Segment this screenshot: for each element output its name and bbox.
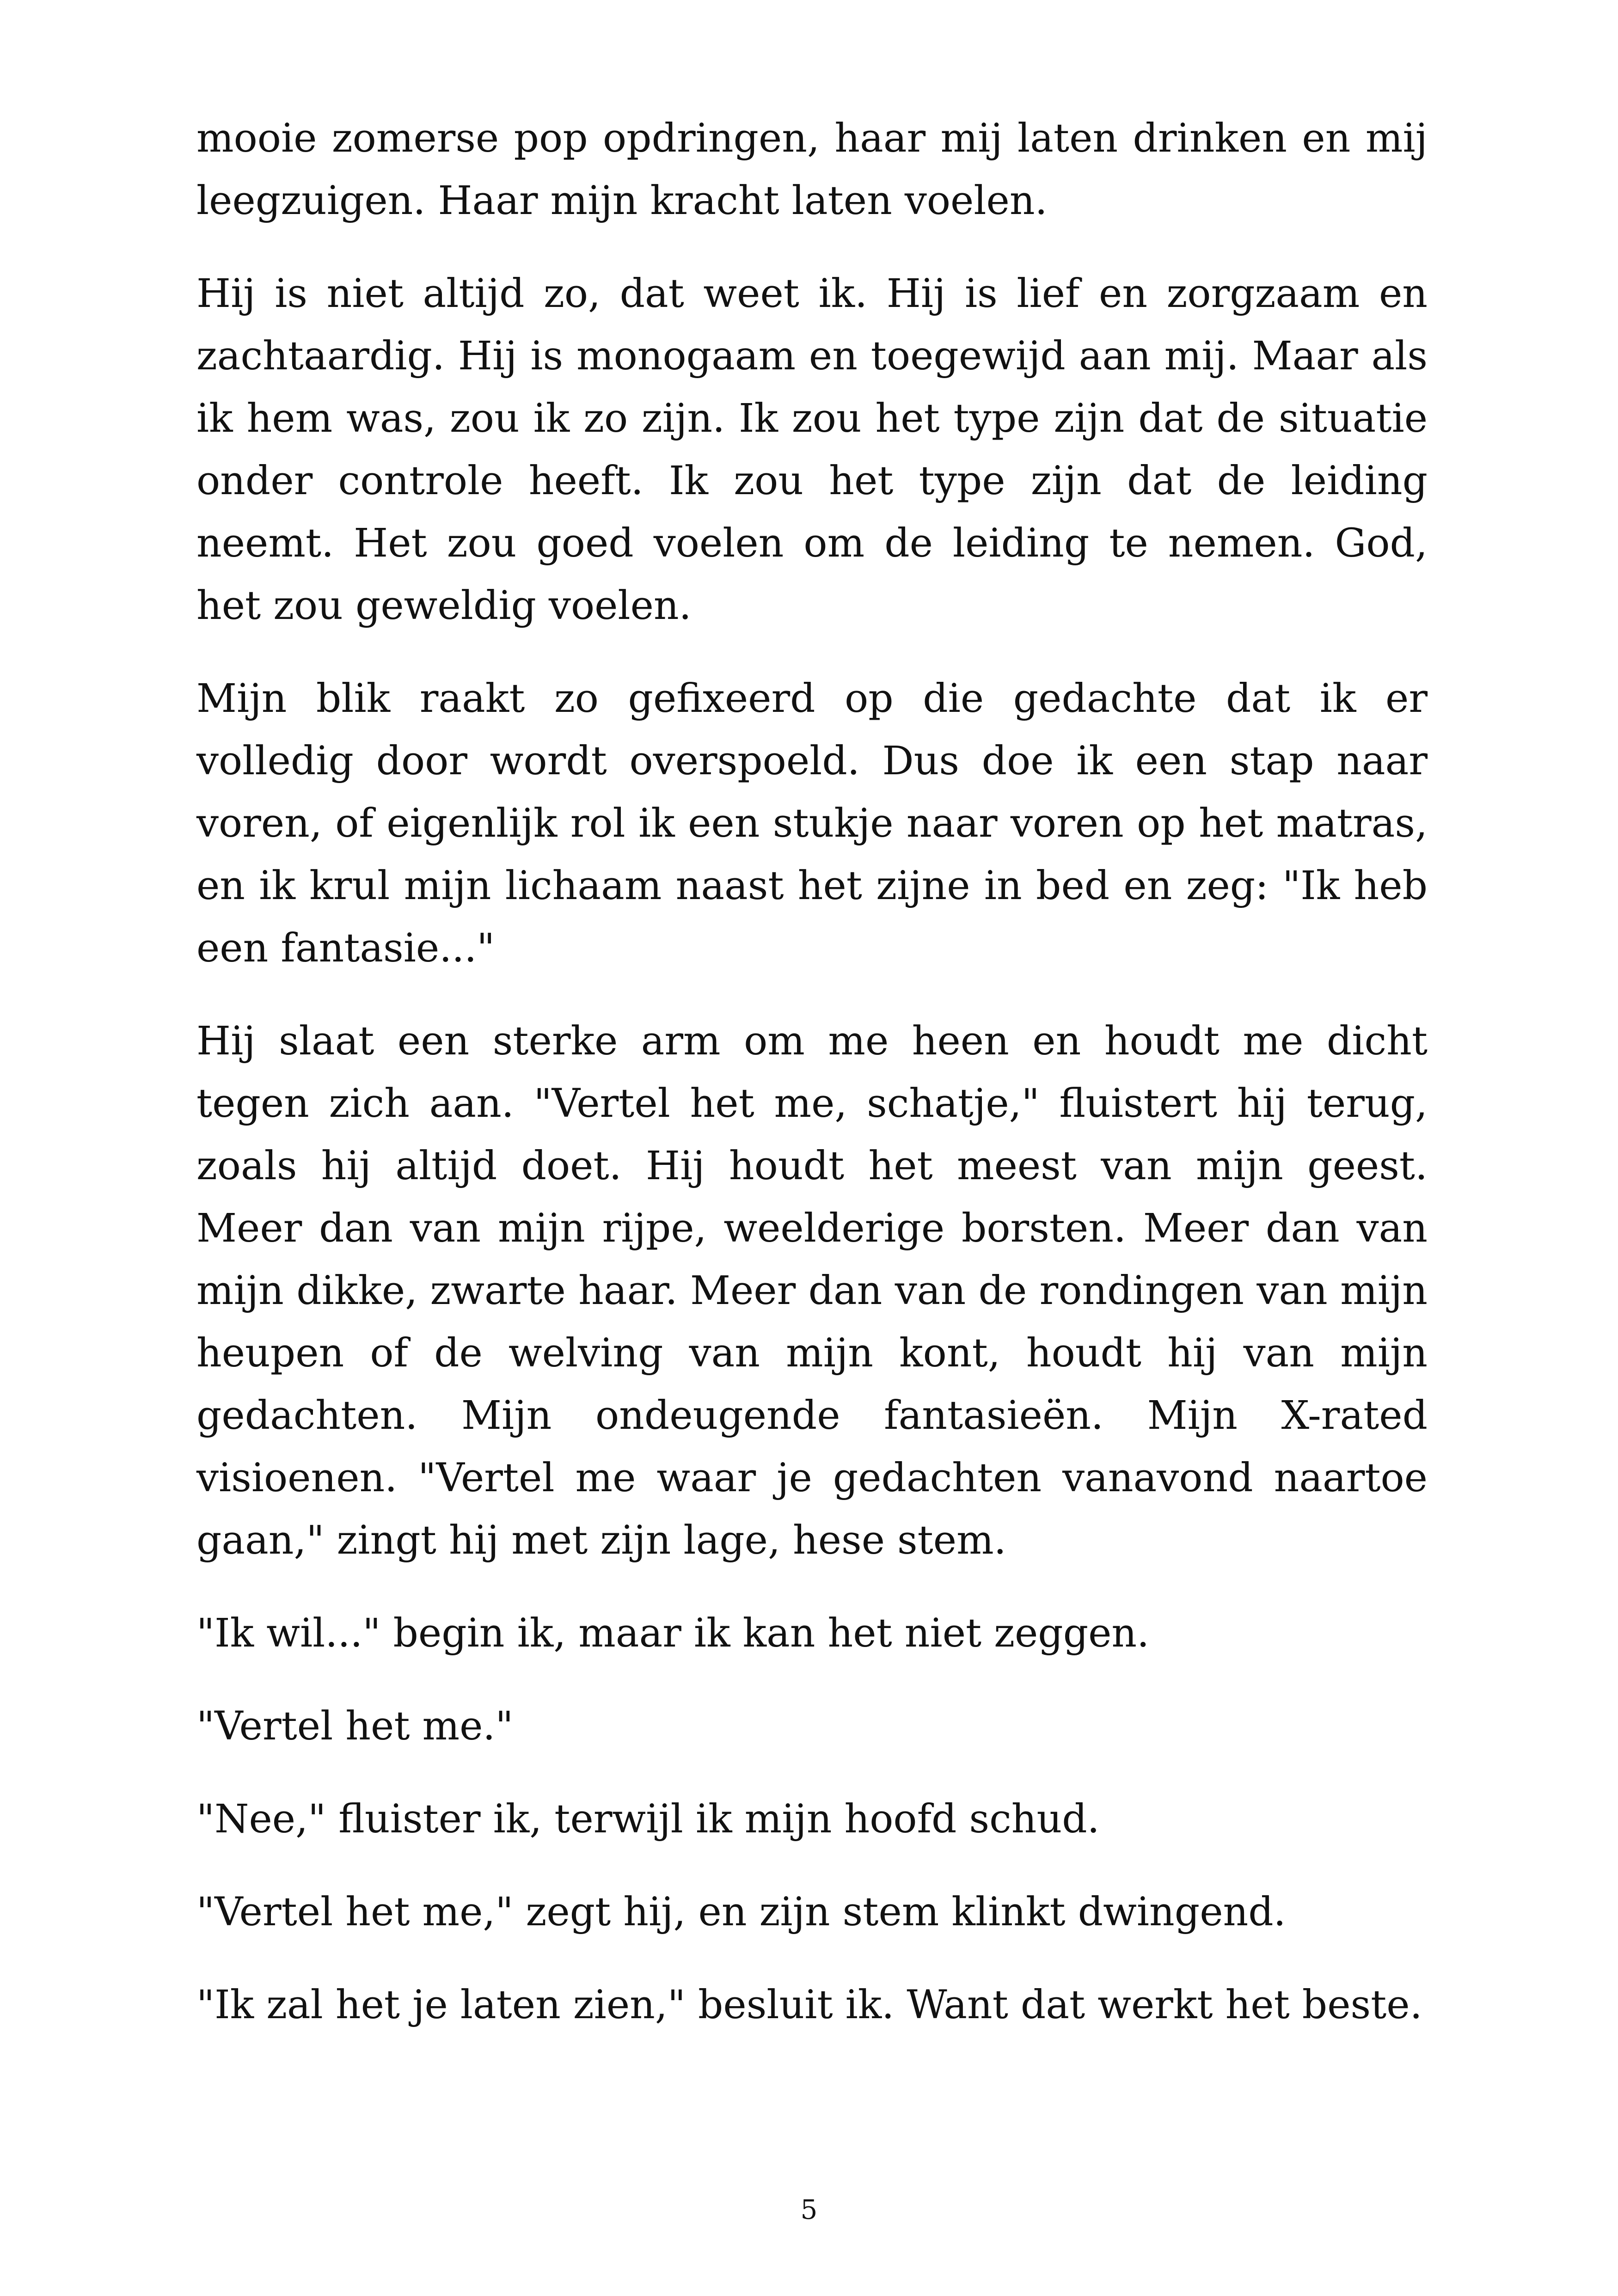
body-text [196, 107, 1428, 2036]
paragraph-2: Hij is niet altijd zo, dat weet ik. Hij is lief en zorgzaam en zachtaardig. Hij is monogaam en toegewijd aan mij. Maar als ik hem was, zou ik zo zijn. Ik zou het type zijn dat de situatie onder controle heeft. Ik zou het type zijn dat de leiding neemt. Het zou goed voelen om de leiding te nemen. God, het zou geweldig voelen. [196, 271, 1428, 629]
paragraph-9: "Ik zal het je laten zien," besluit ik. Want dat werkt het beste. [196, 1982, 1422, 2028]
paragraph-4: Hij slaat een sterke arm om me heen en houdt me dicht tegen zich aan. "Vertel het me, schatje," fluistert hij terug, zoals hij altijd doet. Hij houdt het meest van mijn geest. Meer dan van mijn rijpe, weelderige borsten. Meer dan van mijn dikke, zwarte haar. Meer dan van de rondingen van mijn heupen of de welving van mijn kont, houdt hij van mijn gedachten. Mijn ondeugende fantasieën. Mijn X-rated visioenen. "Vertel me waar je gedachten vanavond naartoe gaan," zingt hij met zijn lage, hese stem. [196, 1018, 1428, 1563]
paragraph-7: "Nee," fluister ik, terwijl ik mijn hoofd schud. [196, 1796, 1100, 1842]
page-number: 5 [800, 2194, 818, 2225]
paragraph-1: mooie zomerse pop opdringen, haar mij laten drinken en mij leegzuigen. Haar mijn kracht laten voelen. [196, 116, 1428, 224]
paragraph-5: "Ik wil..." begin ik, maar ik kan het niet zeggen. [196, 1610, 1150, 1656]
paragraph-8: "Vertel het me," zegt hij, en zijn stem klinkt dwingend. [196, 1889, 1286, 1935]
paragraph-3: Mijn blik raakt zo gefixeerd op die gedachte dat ik er volledig door wordt overspoeld. Dus doe ik een stap naar voren, of eigenlijk rol ik een stukje naar voren op het matras, en ik krul mijn lichaam naast het zijne in bed en zeg: "Ik heb een fantasie..." [196, 676, 1428, 971]
paragraph-6: "Vertel het me." [196, 1703, 514, 1749]
